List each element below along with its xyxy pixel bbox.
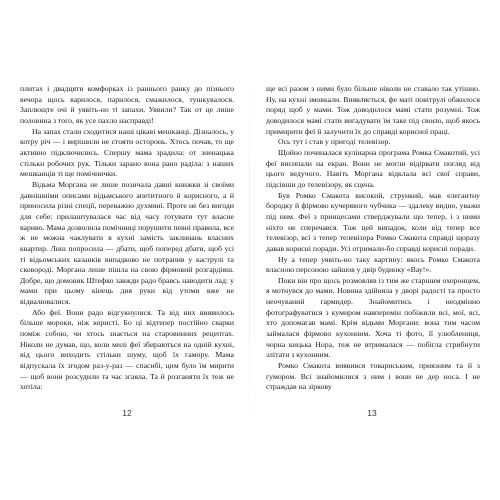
paragraph: Відьма Моргана не лише позичала давні книжки зі своїми давнішніми описами відьмського апетитного й корисного, а й приносила різні спеції, переважно духмяні. Проте не без вигоди для себе: прилаштувалася час від часу готувати тут власне варивo. Мама дозволила помічниці порушити певні правила, все ж не можна чаклувати в кухні замість заклинань власних квартир. Лиш попросила — дбати, щоб поперед дбати, щоб усі ті відьомських казанків випадково не потрапив у каструлі та сковороді. Моргана лише пішла на свою фірмовий розгардіяш. Добре, що домовик Штефко завжди радо бравсь наводити лад: у мами при цьому кінець дня руки від утоми вже не відвалювалися. [20, 179, 234, 307]
paragraph: Поки він про щось розмовляв із тим же старшим охоронцем, я мотнувся до мами. Новина здійняла у дворі радості та просто неочуваний гармидер. Знайомитись і неодмінно фотографуватися з кумиром навперемін побіжили всі, мої, всі, хто допомагав мамі. Крім відьми Моргани: вона тим часом займалася фірмово кухонним. Хоча ті фото, її улюблениця, чорна кицька Нора, теж не втрималася — побігла стрибнути злітати з кухонним. [266, 275, 480, 360]
page-number: 13 [367, 408, 377, 418]
paragraph: На запах стали сходитися наші цікаві мешканці. Дізналось, у котру річ — і вирішили не стояти осторонь. Хтось почав, то ще активно підключились. Спершу мама зрадила: от зненацька стільки робочих рук. Тільки зарано вона рано раділа: з наших мешканців ті ще помічнички. [20, 126, 234, 179]
right-page-text [266, 84, 480, 393]
paragraph: Щойно починалася кулінарна програма Ромка Смакотий, усі феї висипали на екран. Вони не могли відірвати погляд від цього ведучого. Навіть Моргана відклала всі свої справи, підсівши до телевізору, як сцена. [266, 147, 480, 189]
left-page-text [20, 84, 234, 393]
paragraph: плитах і двадцяти комфорках із раннього ранку до пізнього вечора щось варилося, парилося, смажилося, тушкувалося. Заплющте очі й уявіть-но ті запахи. Уявили? Так от це лише половина з того, як усе пахло насправді! [20, 84, 234, 125]
paragraph: Ромко Смакота виявився товариським, приязним та й з гумором. Всі знайомилися з ним і вони не дер носа. І не страждав на зіркову [266, 361, 480, 392]
page-number: 12 [122, 408, 132, 418]
paragraph: Ну а тепер уявіть-но таку картину: якось Ромко Смакота власною персоною зайшов у двір будинку «Вау!». [266, 254, 480, 275]
paragraph: ще всі разом з ними було більше ніколи не ставало так утішно. Ну, на кухні змовкали. Виявляється, фе маті повітрулі обжилося поряд щоб у мами. Тож доводилося мамі стати розумні. Тож доводилося мамі стати вигадувати їм таке під своєю, щоб якось примирити феї й залучити їх до справді корисної праці. [266, 84, 480, 136]
paragraph: Ось тут і став у пригоді телевізор. [278, 137, 391, 147]
paragraph: Був Ромко Смакота високий, стрункий, мав елегантну бородку й фірмово кучерявого чубчика — здалеку видно, уважи під ним. Феї з принцесами стверджували що тепер, і з ними ніхто не сперечався. Тож цей випадок, коли від тепер все телевізор, всі з тепер телевізора Ромко Смакота справді щоразу давав корисні поради. Усі отримали-бо справді корисні поради. [266, 190, 480, 253]
book-gutter [249, 70, 250, 430]
paragraph: Або феї. Вони радо відгукнулися. Та від них виявилось більше мороки, ніж користі. Бо ці відтепер постійно сварки поміж собою, чи хтось знається на старовинних рецептах. Ніколи не думав, що, коли милі феї збираються на одній кухні, від цього виходить стільки шуму, щоб їх гамору. Мама відпускала їх згодом раз-у-раз — спасибі, цим було їм мирити — щоб вони розсудили та час згаяла. Та й розганяти їх теж не хотіла: [20, 307, 234, 392]
